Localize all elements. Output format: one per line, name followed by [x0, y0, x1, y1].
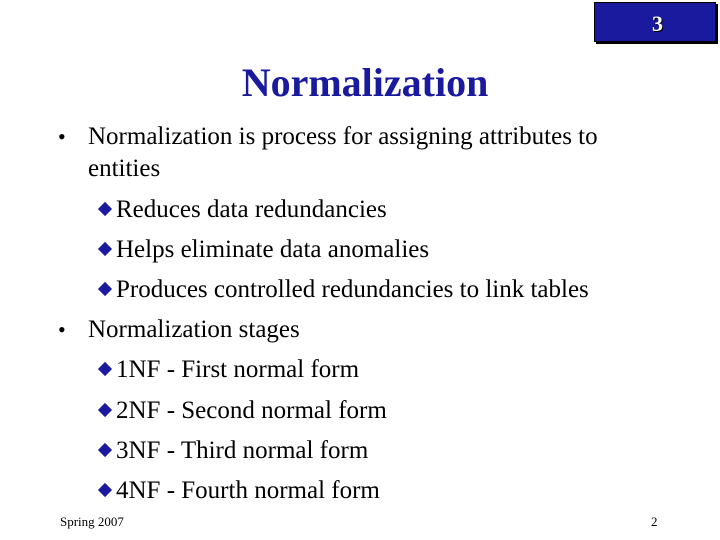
diamond-bullet-icon: [98, 443, 112, 457]
sub-item: Reduces data redundancies: [100, 195, 387, 225]
bullet-marker: •: [58, 124, 66, 149]
bullet-text-continuation: entities: [88, 155, 161, 182]
footer-date: Spring 2007: [60, 514, 124, 529]
bullet-marker: •: [58, 317, 66, 342]
diamond-bullet-icon: [98, 282, 112, 296]
diamond-bullet-icon: [98, 483, 112, 497]
bullet-text: Normalization is process for assigning attributes to: [88, 123, 598, 150]
sub-item: Produces controlled redundancies to link tables: [100, 275, 589, 305]
slide-title: Normalization: [241, 60, 489, 105]
footer-page-number: 2: [651, 514, 658, 529]
sub-item: 1NF - First normal form: [100, 355, 359, 385]
diamond-bullet-icon: [98, 403, 112, 417]
diamond-bullet-icon: [98, 242, 112, 256]
sub-item: 2NF - Second normal form: [100, 396, 387, 426]
slide-number-badge: [594, 2, 716, 42]
sub-item: 4NF - Fourth normal form: [100, 476, 380, 506]
diamond-bullet-icon: [98, 202, 112, 216]
slide-number: 3: [652, 11, 663, 36]
sub-item: Helps eliminate data anomalies: [100, 235, 429, 265]
diamond-bullet-icon: [98, 362, 112, 376]
sub-item: 3NF - Third normal form: [100, 436, 368, 466]
bullet-text: Normalization stages: [88, 316, 300, 343]
